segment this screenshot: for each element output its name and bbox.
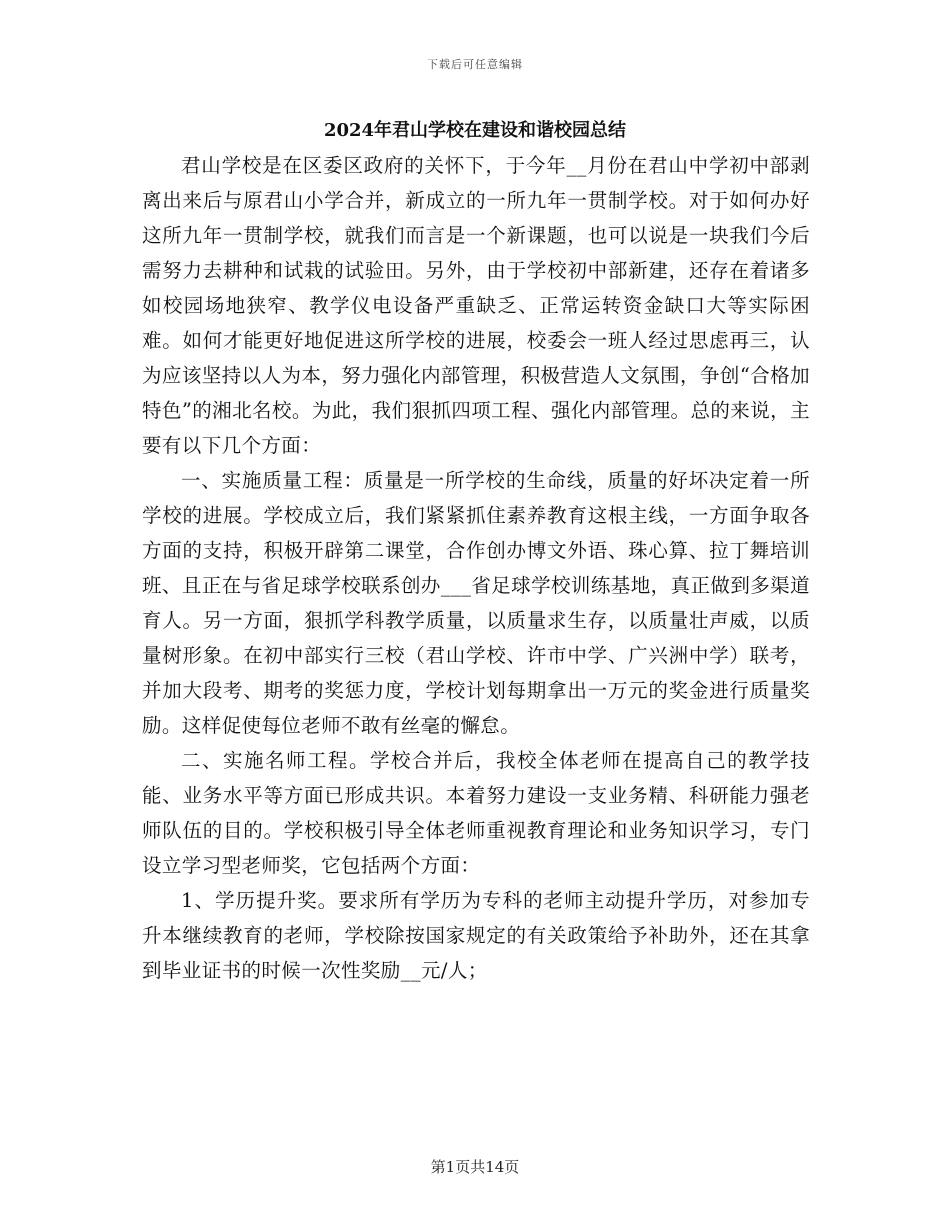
document-title: 2024年君山学校在建设和谐校园总结 [323,120,627,141]
document-body [142,148,810,988]
paragraph-degree-award: 1、学历提升奖。要求所有学历为专科的老师主动提升学历，对参加专升本继续教育的老师，学校除按国家规定的有关政策给予补助外，还在其拿到毕业证书的时候一次性奖励__元/人； [142,889,810,982]
page-indicator: 第1页共14页 [430,1158,520,1176]
header-note: 下载后可任意编辑 [427,58,523,71]
paragraph-quality-project: 一、实施质量工程：质量是一所学校的生命线，质量的好坏决定着一所学校的进展。学校成立后，我们紧紧抓住素养教育这根主线，一方面争取各方面的支持，积极开辟第二课堂，合作创办博文外语、珠心算、拉丁舞培训班、且正在与省足球学校联系创办___省足球学校训练基地，真正做到多渠道育人。另一方面，狠抓学科教学质量，以质量求生存，以质量壮声威，以质量树形象。在初中部实行三校（君山学校、许市中学、广兴洲中学）联考，并加大段考、期考的奖惩力度，学校计划每期拿出一万元的奖金进行质量奖励。这样促使每位老师不敢有丝毫的懈怠。 [142,469,810,737]
paragraph-intro: 君山学校是在区委区政府的关怀下，于今年__月份在君山中学初中部剥离出来后与原君山小学合并，新成立的一所九年一贯制学校。对于如何办好这所九年一贯制学校，就我们而言是一个新课题，也可以说是一块我们今后需努力去耕种和试栽的试验田。另外，由于学校初中部新建，还存在着诸多如校园场地狭窄、教学仪电设备严重缺乏、正常运转资金缺口大等实际困难。如何才能更好地促进这所学校的进展，校委会一班人经过思虑再三，认为应该坚持以人为本，努力强化内部管理，积极营造人文氛围，争创“合格加特色”的湘北名校。为此，我们狠抓四项工程、强化内部管理。总的来说，主要有以下几个方面： [142,154,810,457]
paragraph-teacher-project: 二、实施名师工程。学校合并后，我校全体老师在提高自己的教学技能、业务水平等方面已形成共识。本着努力建设一支业务精、科研能力强老师队伍的目的。学校积极引导全体老师重视教育理论和业务知识学习，专门设立学习型老师奖，它包括两个方面： [142,749,810,877]
